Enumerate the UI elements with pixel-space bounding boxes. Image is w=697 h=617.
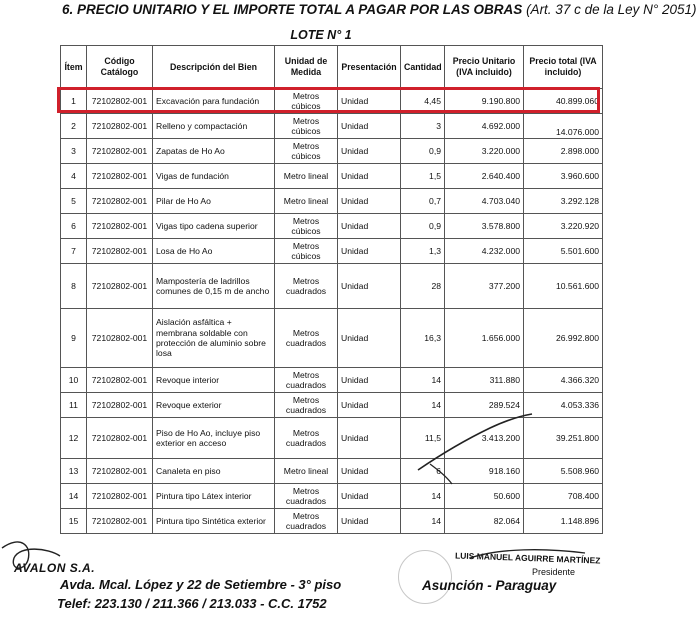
cell-descripcion: Revoque exterior (153, 393, 275, 418)
cell-item: 14 (61, 484, 87, 509)
cell-cantidad: 0,7 (401, 189, 445, 214)
header-codigo: Código Catálogo (87, 46, 153, 89)
cell-unidad: Metros cúbicos (275, 89, 338, 114)
header-descripcion: Descripción del Bien (153, 46, 275, 89)
table-row (61, 239, 603, 264)
table-row (61, 484, 603, 509)
table-row (61, 368, 603, 393)
cell-precio-total: 2.898.000 (524, 139, 603, 164)
cell-presentacion: Unidad (338, 189, 401, 214)
cell-item: 15 (61, 509, 87, 534)
cell-precio-total: 39.251.800 (524, 418, 603, 459)
cell-descripcion: Pilar de Ho Ao (153, 189, 275, 214)
cell-descripcion: Pintura tipo Sintética exterior (153, 509, 275, 534)
table-row (61, 114, 603, 139)
cell-precio-total: 4.053.336 (524, 393, 603, 418)
cell-presentacion: Unidad (338, 418, 401, 459)
lote-title: LOTE N° 1 (290, 28, 352, 42)
cell-presentacion: Unidad (338, 239, 401, 264)
cell-precio-total: 4.366.320 (524, 368, 603, 393)
cell-cantidad: 1,3 (401, 239, 445, 264)
cell-unidad: Metros cúbicos (275, 214, 338, 239)
cell-cantidad: 14 (401, 393, 445, 418)
cell-precio-unitario: 2.640.400 (445, 164, 524, 189)
cell-unidad: Metros cuadrados (275, 509, 338, 534)
cell-item: 7 (61, 239, 87, 264)
signer-role: Presidente (532, 567, 576, 577)
cell-unidad: Metros cuadrados (275, 393, 338, 418)
cell-unidad: Metro lineal (275, 459, 338, 484)
cell-codigo: 72102802-001 (87, 484, 153, 509)
cell-precio-total: 5.508.960 (524, 459, 603, 484)
header-item: Ítem (61, 46, 87, 89)
cell-presentacion: Unidad (338, 309, 401, 368)
cell-item: 13 (61, 459, 87, 484)
company-logo: AVALON S.A. (14, 561, 96, 575)
cell-item: 4 (61, 164, 87, 189)
cell-precio-total: 3.960.600 (524, 164, 603, 189)
cell-cantidad: 11,5 (401, 418, 445, 459)
cell-cantidad: 6 (401, 459, 445, 484)
cell-descripcion: Zapatas de Ho Ao (153, 139, 275, 164)
header-cantidad: Cantidad (401, 46, 445, 89)
cell-precio-unitario: 311.880 (445, 368, 524, 393)
cell-presentacion: Unidad (338, 164, 401, 189)
cell-unidad: Metros cuadrados (275, 418, 338, 459)
section-reference: (Art. 37 c de la Ley N° 2051) (522, 2, 697, 17)
cell-unidad: Metro lineal (275, 189, 338, 214)
cell-codigo: 72102802-001 (87, 309, 153, 368)
footer-city: Asunción - Paraguay (422, 578, 557, 593)
cell-precio-unitario: 3.220.000 (445, 139, 524, 164)
cell-item: 6 (61, 214, 87, 239)
cell-precio-total: 1.148.896 (524, 509, 603, 534)
cell-unidad: Metro lineal (275, 164, 338, 189)
cell-presentacion: Unidad (338, 393, 401, 418)
cell-precio-total: 708.400 (524, 484, 603, 509)
cell-precio-total: 26.992.800 (524, 309, 603, 368)
cell-item: 2 (61, 114, 87, 139)
table-row (61, 393, 603, 418)
cell-precio-unitario: 918.160 (445, 459, 524, 484)
table-body (61, 89, 603, 534)
cell-precio-unitario: 1.656.000 (445, 309, 524, 368)
cell-presentacion: Unidad (338, 509, 401, 534)
cell-precio-total: 3.220.920 (524, 214, 603, 239)
cell-cantidad: 28 (401, 264, 445, 309)
cell-precio-unitario: 82.064 (445, 509, 524, 534)
header-presentacion: Presentación (338, 46, 401, 89)
header-unidad: Unidad de Medida (275, 46, 338, 89)
cell-descripcion: Losa de Ho Ao (153, 239, 275, 264)
cell-codigo: 72102802-001 (87, 164, 153, 189)
cell-item: 8 (61, 264, 87, 309)
cell-presentacion: Unidad (338, 368, 401, 393)
cell-item: 10 (61, 368, 87, 393)
cell-precio-unitario: 4.703.040 (445, 189, 524, 214)
cell-descripcion: Aislación asfáltica + membrana soldable con protección de aluminio sobre losa (153, 309, 275, 368)
cell-unidad: Metros cuadrados (275, 309, 338, 368)
cell-cantidad: 3 (401, 114, 445, 139)
price-table (60, 45, 603, 534)
cell-cantidad: 16,3 (401, 309, 445, 368)
cell-unidad: Metros cúbicos (275, 239, 338, 264)
cell-item: 11 (61, 393, 87, 418)
cell-codigo: 72102802-001 (87, 114, 153, 139)
cell-descripcion: Mampostería de ladrillos comunes de 0,15 m de ancho (153, 264, 275, 309)
cell-precio-unitario: 377.200 (445, 264, 524, 309)
cell-codigo: 72102802-001 (87, 139, 153, 164)
cell-presentacion: Unidad (338, 89, 401, 114)
cell-unidad: Metros cuadrados (275, 264, 338, 309)
cell-cantidad: 0,9 (401, 214, 445, 239)
seal-stamp (398, 550, 452, 604)
table-header-row (61, 46, 603, 89)
header-precio-unitario: Precio Unitario (IVA incluido) (445, 46, 524, 89)
cell-descripcion: Canaleta en piso (153, 459, 275, 484)
cell-unidad: Metros cuadrados (275, 368, 338, 393)
cell-precio-total: 5.501.600 (524, 239, 603, 264)
section-title (62, 2, 697, 17)
cell-descripcion: Vigas tipo cadena superior (153, 214, 275, 239)
footer-address: Avda. Mcal. López y 22 de Setiembre - 3° piso (60, 577, 342, 592)
table-row (61, 164, 603, 189)
cell-codigo: 72102802-001 (87, 393, 153, 418)
cell-cantidad: 14 (401, 484, 445, 509)
cell-item: 3 (61, 139, 87, 164)
table-row (61, 509, 603, 534)
cell-cantidad: 14 (401, 368, 445, 393)
footer-phones: Telef: 223.130 / 211.366 / 213.033 - C.C. 1752 (57, 596, 327, 611)
table-row (61, 189, 603, 214)
cell-presentacion: Unidad (338, 114, 401, 139)
cell-presentacion: Unidad (338, 214, 401, 239)
cell-codigo: 72102802-001 (87, 264, 153, 309)
cell-precio-unitario: 9.190.800 (445, 89, 524, 114)
cell-cantidad: 0,9 (401, 139, 445, 164)
cell-cantidad: 1,5 (401, 164, 445, 189)
cell-descripcion: Excavación para fundación (153, 89, 275, 114)
cell-item: 9 (61, 309, 87, 368)
cell-codigo: 72102802-001 (87, 89, 153, 114)
cell-unidad: Metros cúbicos (275, 114, 338, 139)
cell-item: 1 (61, 89, 87, 114)
section-title-text: 6. PRECIO UNITARIO Y EL IMPORTE TOTAL A PAGAR POR LAS OBRAS (62, 2, 523, 17)
cell-codigo: 72102802-001 (87, 509, 153, 534)
cell-cantidad: 4,45 (401, 89, 445, 114)
cell-precio-total: 3.292.128 (524, 189, 603, 214)
highlight-box (57, 87, 600, 113)
signer-name: LUIS MANUEL AGUIRRE MARTÍNEZ (454, 550, 601, 566)
cell-precio-unitario: 4.232.000 (445, 239, 524, 264)
cell-codigo: 72102802-001 (87, 418, 153, 459)
cell-descripcion: Pintura tipo Látex interior (153, 484, 275, 509)
cell-precio-unitario: 289.524 (445, 393, 524, 418)
table-row (61, 214, 603, 239)
table-row (61, 309, 603, 368)
cell-unidad: Metros cúbicos (275, 139, 338, 164)
cell-presentacion: Unidad (338, 459, 401, 484)
cell-precio-total: 10.561.600 (524, 264, 603, 309)
cell-presentacion: Unidad (338, 264, 401, 309)
cell-precio-total: 40.899.060 (524, 89, 603, 114)
cell-codigo: 72102802-001 (87, 368, 153, 393)
cell-descripcion: Relleno y compactación (153, 114, 275, 139)
table-row (61, 264, 603, 309)
table-row (61, 459, 603, 484)
cell-cantidad: 14 (401, 509, 445, 534)
header-precio-total: Precio total (IVA incluido) (524, 46, 603, 89)
cell-codigo: 72102802-001 (87, 459, 153, 484)
cell-precio-unitario: 50.600 (445, 484, 524, 509)
cell-precio-unitario: 3.578.800 (445, 214, 524, 239)
cell-presentacion: Unidad (338, 484, 401, 509)
cell-descripcion: Revoque interior (153, 368, 275, 393)
cell-unidad: Metros cuadrados (275, 484, 338, 509)
table-row (61, 139, 603, 164)
cell-presentacion: Unidad (338, 139, 401, 164)
cell-item: 5 (61, 189, 87, 214)
cell-codigo: 72102802-001 (87, 189, 153, 214)
cell-descripcion: Vigas de fundación (153, 164, 275, 189)
table-row (61, 418, 603, 459)
cell-item: 12 (61, 418, 87, 459)
cell-codigo: 72102802-001 (87, 214, 153, 239)
cell-precio-unitario: 3.413.200 (445, 418, 524, 459)
cell-precio-unitario: 4.692.000 (445, 114, 524, 139)
cell-precio-total: 14.076.000 (524, 114, 603, 139)
cell-descripcion: Piso de Ho Ao, incluye piso exterior en acceso (153, 418, 275, 459)
cell-codigo: 72102802-001 (87, 239, 153, 264)
